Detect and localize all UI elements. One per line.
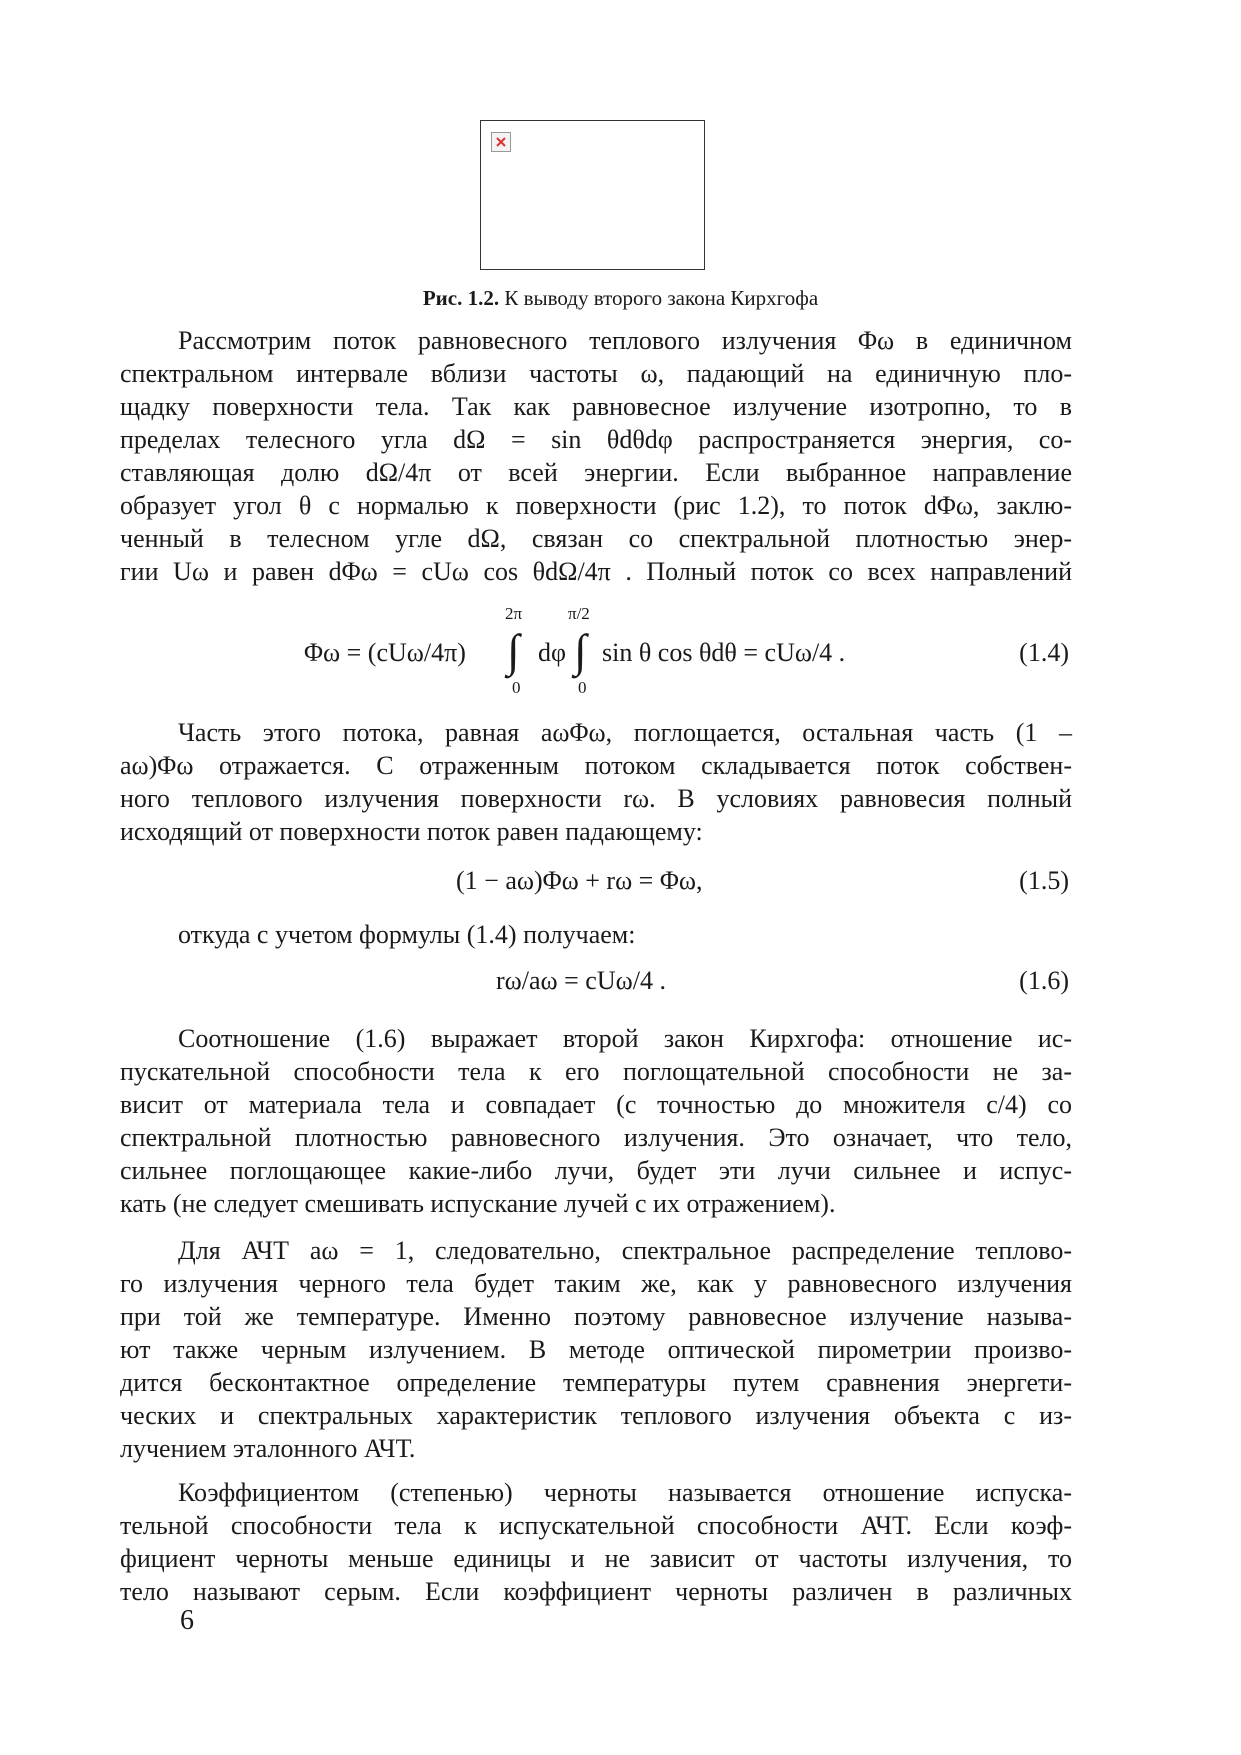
text-line: спектральном интервале вблизи частоты ω, падающий на единичную пло- [120,359,1072,388]
figure-caption: Рис. 1.2. К выводу второго закона Кирхгофа [422,286,819,310]
figure-placeholder [480,120,705,270]
text-line: го излучения черного тела будет таким же, как у равновесного излучения [120,1269,1072,1298]
text-line: Соотношение (1.6) выражает второй закон Кирхгофа: отношение ис- [178,1024,1072,1053]
integral-body: dφ [538,638,567,667]
text-line: тело называют серым. Если коэффициент черноты различен в различных [120,1577,1072,1606]
text-line: гии Uω и равен dΦω = cUω cos θdΩ/4π . Полный поток со всех направлений [120,557,1072,586]
text-line: сильнее поглощающее какие-либо лучи, будет эти лучи сильнее и испус- [120,1156,1072,1185]
text-line: ченный в телесном угле dΩ, связан со спектральной плотностью энер- [120,524,1072,553]
page-number: 6 [180,1605,194,1636]
paragraph-2 [120,716,1072,848]
text-line: Коэффициентом (степенью) черноты называется отношение испуска- [178,1478,1072,1507]
text-line: фициент черноты меньше единицы и не зависит от частоты излучения, то [120,1544,1072,1573]
broken-image-icon [491,132,511,152]
integral-sign: ∫ [574,625,587,676]
text-line: дится бесконтактное определение температуры путем сравнения энергети- [120,1368,1072,1397]
text-line: спектральной плотностью равновесного излучения. Это означает, что тело, [120,1123,1072,1152]
equation-number: (1.6) [1019,966,1069,995]
text-line: при той же температуре. Именно поэтому равновесное излучение называ- [120,1302,1072,1331]
paragraph-5 [120,1234,1072,1465]
text-line: тельной способности тела к испускательной способности АЧТ. Если коэф- [120,1511,1072,1540]
equation-number: (1.4) [1019,638,1069,667]
text-line: пускательной способности тела к его поглощательной способности не за- [120,1057,1072,1086]
text-line: кать (не следует смешивать испускание лучей с их отражением). [120,1189,836,1218]
text-line: Рассмотрим поток равновесного теплового излучения Φω в единичном [178,326,1072,355]
equation-number: (1.5) [1019,866,1069,895]
integral-lower-limit: 0 [578,678,587,697]
equation-1-6: rω/aω = cUω/4 . [496,966,666,995]
equation-left: Φω = (cUω/4π) [304,638,466,667]
integral-lower-limit: 0 [512,678,521,697]
paragraph-4 [120,1022,1072,1220]
text-line: Часть этого потока, равная aωΦω, поглощается, остальная часть (1 – [178,718,1072,747]
text-line: ческих и спектральных характеристик теплового излучения объекта с из- [120,1401,1072,1430]
text-line: ставляющая долю dΩ/4π от всей энергии. Если выбранное направление [120,458,1072,487]
text-line: ют также черным излучением. В методе оптической пирометрии произво- [120,1335,1072,1364]
text-line: ного теплового излучения поверхности rω. В условиях равновесия полный [120,784,1072,813]
text-line: лучением эталонного АЧТ. [120,1434,416,1463]
text-line: aω)Φω отражается. С отраженным потоком складывается поток собствен- [120,751,1072,780]
text-line: Для АЧТ aω = 1, следовательно, спектральное распределение теплово- [178,1236,1072,1265]
paragraph-6 [120,1476,1072,1608]
text-line: висит от материала тела и совпадает (с точностью до множителя c/4) со [120,1090,1072,1119]
integral-upper-limit: 2π [505,604,523,623]
text-line: откуда с учетом формулы (1.4) получаем: [178,920,636,949]
integral-sign: ∫ [507,625,520,676]
text-line: щадку поверхности тела. Так как равновесное излучение изотропно, то в [120,392,1072,421]
text-line: образует угол θ с нормалью к поверхности (рис 1.2), то поток dΦω, заклю- [120,491,1072,520]
paragraph-3 [120,918,1072,951]
text-line: исходящий от поверхности поток равен падающему: [120,817,703,846]
paragraph-1 [120,324,1072,588]
integral-body: sin θ cos θdθ = cUω/4 . [602,638,846,667]
integral-upper-limit: π/2 [568,604,590,623]
equation-1-5: (1 − aω)Φω + rω = Φω, [456,866,703,895]
text-line: пределах телесного угла dΩ = sin θdθdφ распространяется энергия, со- [120,425,1072,454]
